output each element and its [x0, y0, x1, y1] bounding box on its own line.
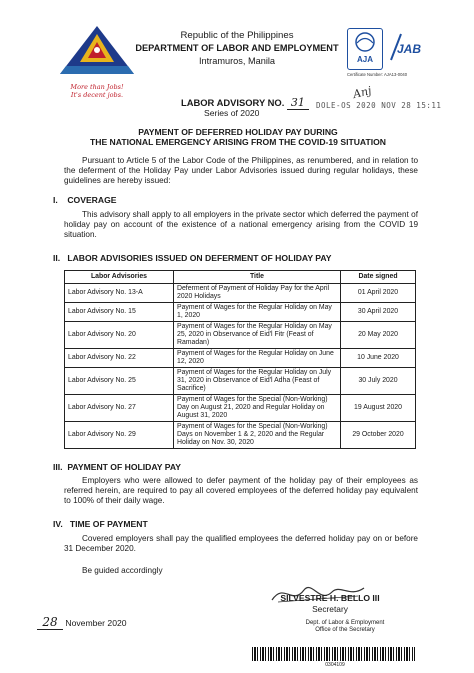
- subject-line-2: THE NATIONAL EMERGENCY ARISING FROM THE COVID-19 SITUATION: [89, 137, 387, 147]
- advisory-cell: Labor Advisory No. 29: [65, 422, 174, 449]
- table-row: [65, 284, 416, 303]
- advisory-cell: Labor Advisory No. 20: [65, 322, 174, 349]
- col-header-title: Title: [174, 271, 341, 284]
- section-3-title: III. PAYMENT OF HOLIDAY PAY: [53, 462, 181, 472]
- date-cell: 30 April 2020: [341, 303, 416, 322]
- intro-paragraph: Pursuant to Article 5 of the Labor Code of the Philippines, as renumbered, and in relation to the deferment of the Holiday Pay under Labor Advisories issued during regular holidays, these guidelines are hereby issued:: [64, 156, 418, 185]
- logo-slogan-1: More than Jobs!: [70, 83, 124, 91]
- certificate-number: Certificate Number: AJA13-0040: [347, 72, 408, 77]
- title-cell: Payment of Wages for the Regular Holiday on June 12, 2020: [174, 349, 341, 368]
- aja-cert-badge: [347, 28, 383, 70]
- logo-slogan-2: It's decent jobs.: [70, 91, 124, 99]
- department-name: DEPARTMENT OF LABOR AND EMPLOYMENT: [135, 43, 339, 53]
- table-row: [65, 395, 416, 422]
- subject-line-1: PAYMENT OF DEFERRED HOLIDAY PAY DURING: [138, 127, 338, 137]
- receiving-stamp: [280, 620, 410, 634]
- handwritten-initial: Anj: [351, 83, 373, 102]
- jab-label: JAB: [397, 42, 422, 56]
- signing-date: [37, 615, 127, 630]
- advisory-cell: Labor Advisory No. 22: [65, 349, 174, 368]
- signing-month-year: November 2020: [65, 618, 127, 628]
- barcode: [252, 647, 415, 661]
- location-line: Intramuros, Manila: [198, 56, 276, 66]
- labor-advisories-table: [64, 270, 416, 449]
- signatory-name: SILVESTRE H. BELLO III: [280, 593, 380, 603]
- jab-cert-badge: [387, 28, 423, 68]
- stamp-line-2: Office of the Secretary: [315, 627, 375, 633]
- col-header-date: Date signed: [341, 271, 416, 284]
- receiving-stamp-date: DOLE-OS 2020 NOV 28 15:11: [316, 101, 442, 110]
- date-cell: 30 July 2020: [341, 368, 416, 395]
- section-1-text: This advisory shall apply to all employers in the private sector which deferred the payment of holiday pay on account of the existence of a national emergency arising from the COVID 19 situation.: [64, 210, 418, 239]
- date-cell: 19 August 2020: [341, 395, 416, 422]
- date-cell: 20 May 2020: [341, 322, 416, 349]
- title-cell: Payment of Wages for the Special (Non-Working) Day on August 21, 2020 and Regular Holiday on August 31, 2020: [174, 395, 341, 422]
- advisory-title-text: LABOR ADVISORY NO.: [181, 97, 285, 108]
- closing-line: Be guided accordingly: [82, 566, 163, 575]
- signatory-position: Secretary: [312, 604, 348, 614]
- title-cell: Deferment of Payment of Holiday Pay for the April 2020 Holidays: [174, 284, 341, 303]
- table-row: [65, 303, 416, 322]
- advisory-cell: Labor Advisory No. 25: [65, 368, 174, 395]
- table-header-row: [65, 271, 416, 284]
- table-row: [65, 422, 416, 449]
- advisory-cell: Labor Advisory No. 27: [65, 395, 174, 422]
- aja-label: AJA: [356, 55, 373, 64]
- title-cell: Payment of Wages for the Regular Holiday on May 25, 2020 in Observance of Eid'l Fitr (Feast of Ramadan): [174, 322, 341, 349]
- section-4-title: IV. TIME OF PAYMENT: [53, 519, 148, 529]
- date-cell: 10 June 2020: [341, 349, 416, 368]
- advisory-number: 31: [287, 96, 309, 110]
- date-cell: 01 April 2020: [341, 284, 416, 303]
- title-cell: Payment of Wages for the Special (Non-Working) Days on November 1 & 2, 2020 and the Regular Holiday on Nov. 30, 2020: [174, 422, 341, 449]
- col-header-advisories: Labor Advisories: [65, 271, 174, 284]
- title-cell: Payment of Wages for the Regular Holiday on July 31, 2020 in Observance of Eid'l Adha (Feast of Sacrifice): [174, 368, 341, 395]
- date-cell: 29 October 2020: [341, 422, 416, 449]
- table-row: [65, 322, 416, 349]
- title-cell: Payment of Wages for the Regular Holiday on May 1, 2020: [174, 303, 341, 322]
- advisory-series: Series of 2020: [204, 108, 260, 118]
- section-1-title: I. COVERAGE: [53, 195, 117, 205]
- section-3-text: Employers who were allowed to defer payment of the holiday pay of their employees as referred herein, are required to pay all covered employees of the deferred holiday pay equivalent to 100% of their daily wage.: [64, 476, 418, 505]
- section-2-title: II. LABOR ADVISORIES ISSUED ON DEFERMENT OF HOLIDAY PAY: [53, 253, 332, 263]
- certification-logos: [347, 28, 425, 83]
- advisory-cell: Labor Advisory No. 15: [65, 303, 174, 322]
- table-row: [65, 349, 416, 368]
- table-row: [65, 368, 416, 395]
- signing-day: 28: [37, 615, 63, 630]
- advisory-cell: Labor Advisory No. 13-A: [65, 284, 174, 303]
- stamp-line-1: Dept. of Labor & Employment: [305, 620, 385, 626]
- barcode-number: 0304109: [325, 662, 345, 668]
- republic-line: Republic of the Philippines: [180, 30, 294, 41]
- section-4-text: Covered employers shall pay the qualified employees the deferred holiday pay on or before 31 December 2020.: [64, 534, 418, 553]
